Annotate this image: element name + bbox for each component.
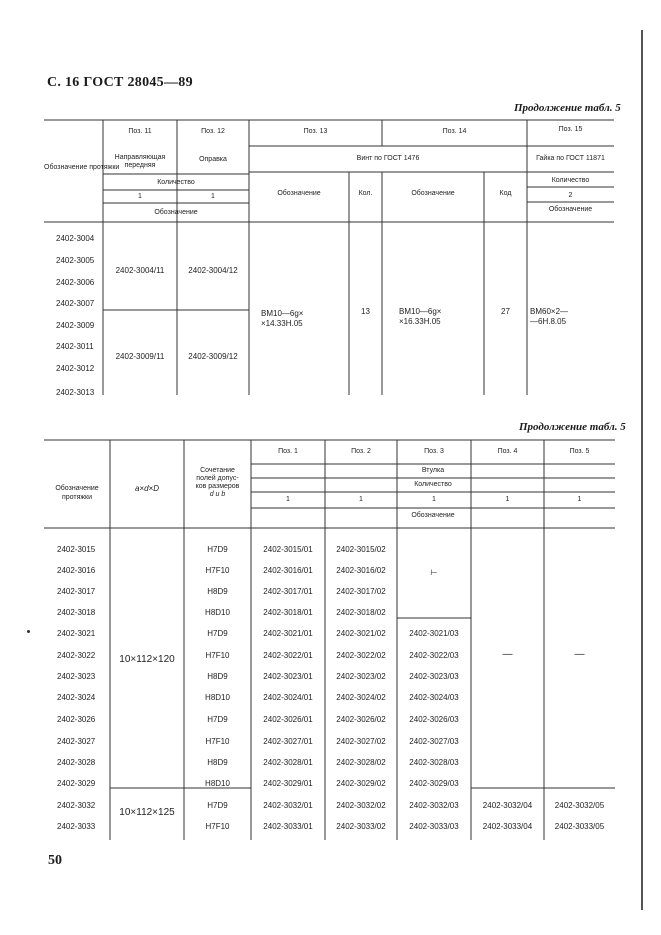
t2-pos4: Поз. 4 [497, 448, 518, 455]
t2-cell-p2: 2402-3028/02 [336, 758, 386, 767]
t2-cell-fit: H8D10 [205, 779, 230, 788]
t1-p14-code: 27 [501, 307, 510, 316]
t2-cell-fit: H8D10 [205, 608, 230, 617]
t2-p5-dash: — [574, 649, 585, 660]
t2-row-code: 2402-3021 [57, 629, 96, 638]
t2-row-code: 2402-3027 [57, 737, 96, 746]
t2-row-code: 2402-3015 [57, 545, 96, 554]
t1-row-code: 2402-3012 [56, 364, 95, 373]
t2-cell-p3: 2402-3021/03 [409, 629, 459, 638]
t2-cell-p4: 2402-3032/04 [482, 801, 533, 810]
t2-cell-p1: 2402-3028/01 [263, 758, 313, 767]
t2-col-fit-header-3: ков размеров [195, 483, 240, 490]
t2-cell-fit: H7D9 [207, 715, 228, 724]
t1-oboz-15: Обозначение [548, 206, 593, 213]
t2-q2: 1 [359, 496, 363, 503]
t2-q3: 1 [432, 496, 436, 503]
t2-cell-p2: 2402-3018/02 [336, 608, 386, 617]
t1-row-code: 2402-3007 [56, 299, 95, 308]
t2-cell-p1: 2402-3024/01 [263, 693, 313, 702]
t2-cell-fit: H8D10 [205, 693, 230, 702]
t1-oboz: Обозначение [154, 209, 198, 216]
t2-cell-p5: 2402-3032/05 [554, 801, 605, 810]
t2-pos3: Поз. 3 [424, 448, 444, 455]
t1-pos11: Поз. 11 [128, 128, 152, 135]
t2-dims-group1: 10×112×120 [119, 654, 175, 665]
t2-cell-p2: 2402-3033/02 [336, 822, 386, 831]
t2-cell-p3: 2402-3029/03 [409, 779, 459, 788]
t2-cell-p1: 2402-3018/01 [263, 608, 313, 617]
t2-p3-tick-mark: ⊢ [430, 568, 438, 577]
t1-row-code: 2402-3013 [56, 388, 95, 397]
t2-cell-p1: 2402-3021/01 [263, 629, 313, 638]
t2-cell-p1: 2402-3033/01 [263, 822, 313, 831]
t2-row-code: 2402-3026 [57, 715, 96, 724]
t1-col-designation-header: Обозначение протяжки [44, 164, 120, 171]
t1-p13-qty: 13 [361, 307, 370, 316]
t1-q15: 2 [568, 192, 573, 199]
t2-cell-p1: 2402-3026/01 [263, 715, 313, 724]
t2-cell-fit: H7F10 [205, 822, 230, 831]
t2-q5: 1 [577, 496, 582, 503]
t1-q11: 1 [138, 193, 142, 200]
t2-oboz: Обозначение [411, 512, 455, 519]
t2-q4: 1 [505, 496, 510, 503]
t2-dims-group2: 10×112×125 [119, 807, 175, 818]
t1-p13-line2: ×14.33Н.05 [261, 319, 303, 328]
t2-cell-p2: 2402-3024/02 [336, 693, 386, 702]
t2-cell-p2: 2402-3017/02 [336, 587, 386, 596]
t1-nut: Гайка по ГОСТ 11871 [536, 155, 605, 162]
t2-cell-p3: 2402-3032/03 [409, 801, 459, 810]
t2-quantity: Количество [414, 481, 452, 488]
t2-cell-fit: H7F10 [205, 651, 230, 660]
t2-row-code: 2402-3023 [57, 672, 96, 681]
t2-pos1: Поз. 1 [278, 448, 298, 455]
t2-cell-p3: 2402-3027/03 [409, 737, 459, 746]
t2-col-fit-header-1: Сочетание [200, 467, 235, 474]
t2-col-designation-header: Обозначение протяжки [55, 485, 99, 501]
t2-cell-fit: H7F10 [205, 737, 230, 746]
t2-cell-p1: 2402-3016/01 [263, 566, 313, 575]
t2-cell-p2: 2402-3023/02 [336, 672, 386, 681]
t2-row-code: 2402-3029 [57, 779, 96, 788]
t1-p14-line1: ВМ10—6g× [399, 307, 442, 316]
t2-row-code: 2402-3033 [57, 822, 96, 831]
page-header: С. 16 ГОСТ 28045—89 [47, 75, 193, 90]
t2-bushing: Втулка [421, 467, 445, 474]
t2-cell-fit: H8D9 [207, 758, 228, 767]
t2-cell-p2: 2402-3022/02 [336, 651, 386, 660]
t1-sub-code: Код [499, 190, 512, 197]
t1-p13-line1: ВМ10—6g× [261, 309, 304, 318]
t2-row-code: 2402-3022 [57, 651, 96, 660]
t2-cell-p3: 2402-3022/03 [409, 651, 459, 660]
t1-row-code: 2402-3005 [56, 256, 95, 265]
t1-sub-oboz: Обозначение [277, 190, 321, 197]
t1-screw: Винт по ГОСТ 1476 [356, 155, 420, 162]
t2-cell-p2: 2402-3029/02 [336, 779, 386, 788]
t2-cell-fit: H7D9 [207, 629, 228, 638]
t2-cell-p1: 2402-3023/01 [263, 672, 313, 681]
t1-row-code: 2402-3004 [56, 234, 95, 243]
t1-name11: Направляющая передняя [114, 154, 166, 169]
t2-col-fit-header-2: полей допус- [196, 475, 239, 482]
t2-cell-p1: 2402-3022/01 [263, 651, 313, 660]
t1-quantity-15: Количество [551, 177, 590, 184]
t2-row-code: 2402-3017 [57, 587, 96, 596]
t2-cell-fit: H8D9 [207, 672, 228, 681]
t2-pos2: Поз. 2 [351, 448, 371, 455]
t2-cell-fit: H7D9 [207, 801, 228, 810]
t1-p15-line2: —6Н.8.05 [530, 317, 567, 326]
t2-cell-p4: 2402-3033/04 [482, 822, 533, 831]
t1-sub-oboz2: Обозначение [411, 190, 455, 197]
t2-cell-p3: 2402-3023/03 [409, 672, 459, 681]
scan-speck [27, 630, 30, 633]
t1-quantity: Количество [157, 179, 195, 186]
t2-cell-p1: 2402-3032/01 [263, 801, 313, 810]
t2-cell-p3: 2402-3028/03 [409, 758, 459, 767]
t1-g1-p12: 2402-3004/12 [188, 266, 238, 275]
t2-cell-p3: 2402-3024/03 [409, 693, 459, 702]
t2-row-code: 2402-3016 [57, 566, 96, 575]
scan-edge-line [641, 30, 643, 910]
t1-pos15: Поз. 15 [558, 126, 583, 133]
table1-continuation: Продолжение табл. 5 [514, 102, 621, 114]
page-number: 50 [48, 853, 62, 868]
t2-cell-p1: 2402-3015/01 [263, 545, 313, 554]
table2-continuation: Продолжение табл. 5 [519, 421, 626, 433]
t1-p15-line1: ВМ60×2— [530, 307, 569, 316]
t2-pos5: Поз. 5 [569, 448, 590, 455]
t1-row-code: 2402-3006 [56, 278, 95, 287]
t2-cell-p2: 2402-3027/02 [336, 737, 386, 746]
t2-cell-fit: H7D9 [207, 545, 228, 554]
t2-row-code: 2402-3032 [57, 801, 96, 810]
t2-cell-fit: H7F10 [205, 566, 230, 575]
t2-cell-p5: 2402-3033/05 [554, 822, 605, 831]
t1-row-code: 2402-3009 [56, 321, 95, 330]
t1-g2-p11: 2402-3009/11 [115, 352, 165, 361]
t2-col-dims-header: a×d×D [134, 484, 160, 493]
t2-row-code: 2402-3028 [57, 758, 96, 767]
t2-row-code: 2402-3018 [57, 608, 96, 617]
t2-cell-p2: 2402-3015/02 [336, 545, 386, 554]
t2-cell-p1: 2402-3017/01 [263, 587, 313, 596]
t2-cell-p2: 2402-3032/02 [336, 801, 386, 810]
t1-g2-p12: 2402-3009/12 [188, 352, 238, 361]
t1-pos13: Поз. 13 [303, 128, 328, 135]
t2-cell-p1: 2402-3027/01 [263, 737, 313, 746]
t2-cell-p2: 2402-3021/02 [336, 629, 386, 638]
t1-g1-p11: 2402-3004/11 [115, 266, 165, 275]
t2-cell-p3: 2402-3026/03 [409, 715, 459, 724]
t2-p4-dash: — [502, 649, 513, 660]
t1-pos14: Поз. 14 [442, 128, 467, 135]
t2-cell-p1: 2402-3029/01 [263, 779, 313, 788]
t2-cell-p2: 2402-3016/02 [336, 566, 386, 575]
t1-q12: 1 [211, 193, 215, 200]
t1-p14-line2: ×16.33Н.05 [399, 317, 441, 326]
t2-row-code: 2402-3024 [57, 693, 96, 702]
t2-q1: 1 [286, 496, 290, 503]
t1-row-code: 2402-3011 [56, 342, 94, 351]
t2-cell-fit: H8D9 [207, 587, 228, 596]
t1-pos12: Поз. 12 [201, 128, 225, 135]
t2-cell-p3: 2402-3033/03 [409, 822, 459, 831]
t2-cell-p2: 2402-3026/02 [336, 715, 386, 724]
t2-col-fit-header-4: d и b [209, 491, 226, 498]
t1-sub-qty: Кол. [358, 190, 373, 197]
t1-name12: Оправка [199, 156, 227, 163]
